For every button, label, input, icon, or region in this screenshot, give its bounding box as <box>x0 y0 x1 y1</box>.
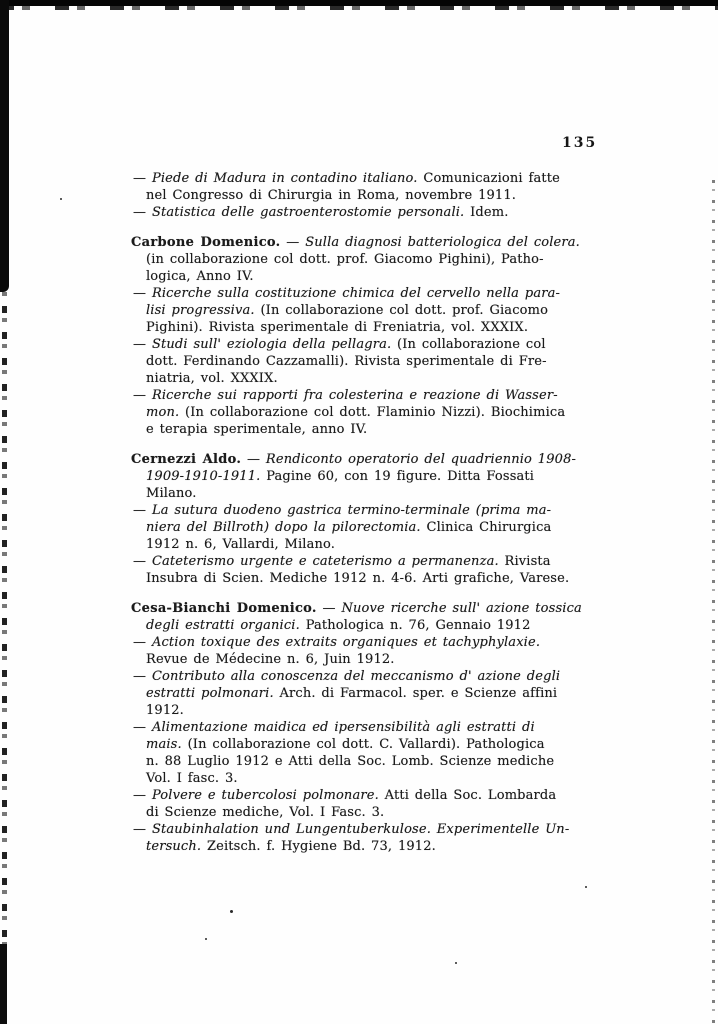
work-title-segment: mais. <box>146 737 182 752</box>
text-segment: (In collaborazione col <box>391 337 546 352</box>
text-line <box>146 651 597 668</box>
text-segment: Clinica Chirurgica <box>420 520 552 535</box>
text-line <box>146 770 597 787</box>
text-segment: — <box>133 822 152 837</box>
text-line <box>146 702 597 719</box>
author-name: Carbone Domenico. <box>131 235 281 250</box>
text-segment: (In collaborazione col dott. Flaminio Nizzi). Biochimica <box>179 405 566 420</box>
work-title-segment: lisi progressiva. <box>146 303 255 318</box>
scan-speckle <box>585 886 587 888</box>
text-line <box>146 804 597 821</box>
text-segment: 1912 n. 6, Vallardi, Milano. <box>146 537 336 552</box>
text-line <box>133 634 597 651</box>
text-line <box>146 617 597 634</box>
scan-speckle <box>205 938 207 940</box>
text-line <box>131 451 597 468</box>
text-segment: Idem. <box>464 205 509 220</box>
work-title-segment: estratti polmonari. <box>146 686 274 701</box>
text-segment: — <box>133 635 152 650</box>
entry-group-continuation-items <box>131 170 597 221</box>
work-title-segment: Statistica delle gastroenterostomie personali. <box>151 205 465 220</box>
work-title-segment: Ricerche sui rapporti fra colesterina e reazione di Wasser- <box>151 388 558 403</box>
text-line <box>146 187 597 204</box>
text-line <box>133 787 597 804</box>
text-segment: Pagine 60, con 19 figure. Ditta Fossati <box>260 469 535 484</box>
work-title-segment: Rendiconto operatorio del quadriennio 1908- <box>265 452 577 467</box>
scan-edge-left <box>0 0 9 292</box>
scan-edge-right-noise <box>712 180 715 1024</box>
work-title-segment: mon. <box>146 405 180 420</box>
scan-speckle <box>455 962 457 964</box>
text-line <box>146 404 597 421</box>
text-line <box>146 685 597 702</box>
text-line <box>133 387 597 404</box>
text-segment: (In collaborazione col dott. prof. Giacomo <box>254 303 549 318</box>
text-segment: n. 88 Luglio 1912 e Atti della Soc. Lomb. Scienze mediche <box>146 754 555 769</box>
work-title-segment: Alimentazione maidica ed ipersensibilità agli estratti di <box>151 720 535 735</box>
text-segment: e terapia sperimentale, anno IV. <box>146 422 368 437</box>
work-title-segment: La sutura duodeno gastrica termino-terminale (prima ma- <box>151 503 552 518</box>
text-segment: — <box>133 205 152 220</box>
scan-edge-left-noise <box>2 280 7 1024</box>
text-line <box>146 370 597 387</box>
text-segment: dott. Ferdinando Cazzamalli). Rivista sperimentale di Fre- <box>146 354 547 369</box>
text-segment: Rivista <box>498 554 551 569</box>
text-segment: — <box>316 601 342 616</box>
text-segment: (in collaborazione col dott. prof. Giacomo Pighini), Patho- <box>146 252 544 267</box>
text-segment: — <box>133 388 152 403</box>
work-title-segment: tersuch. <box>146 839 202 854</box>
entry-group-cernezzi-aldo <box>131 451 597 587</box>
work-title-segment: Sulla diagnosi batteriologica del colera. <box>305 235 580 250</box>
work-title-segment: Studi sull' eziologia della pellagra. <box>151 337 392 352</box>
work-title-segment: Nuove ricerche sull' azione tossica <box>341 601 582 616</box>
text-segment: Pighini). Rivista sperimentale di Freniatria, vol. XXXIX. <box>146 320 529 335</box>
text-segment: — <box>241 452 266 467</box>
text-line <box>146 302 597 319</box>
text-segment: nel Congresso di Chirurgia in Roma, novembre 1911. <box>146 188 517 203</box>
text-segment: niatria, vol. XXXIX. <box>146 371 278 386</box>
text-line <box>146 468 597 485</box>
text-line <box>146 536 597 553</box>
text-segment: — <box>133 503 152 518</box>
text-segment: Revue de Médecine n. 6, Juin 1912. <box>146 652 395 667</box>
text-line <box>133 719 597 736</box>
text-line <box>133 336 597 353</box>
text-line <box>131 234 597 251</box>
text-segment: Atti della Soc. Lombarda <box>378 788 557 803</box>
work-title-segment: Polvere e tubercolosi polmonare. <box>151 788 379 803</box>
text-block <box>131 170 597 855</box>
text-line <box>146 319 597 336</box>
text-segment: Insubra di Scien. Mediche 1912 n. 4-6. Arti grafiche, Varese. <box>146 571 570 586</box>
entry-group-cesa-bianchi-domenico <box>131 600 597 855</box>
text-line <box>146 251 597 268</box>
work-title-segment: Contributo alla conoscenza del meccanismo d' azione degli <box>151 669 561 684</box>
text-segment: di Scienze mediche, Vol. I Fasc. 3. <box>146 805 385 820</box>
work-title-segment: Piede di Madura in contadino italiano. <box>151 171 418 186</box>
work-title-segment: niera del Billroth) dopo la pilorectomia. <box>146 520 421 535</box>
text-line <box>133 204 597 221</box>
text-line <box>146 838 597 855</box>
text-line <box>146 268 597 285</box>
scan-edge-top <box>0 0 718 6</box>
text-segment: logica, Anno IV. <box>146 269 254 284</box>
text-segment: — <box>133 669 152 684</box>
text-segment: — <box>133 171 152 186</box>
text-segment: — <box>133 788 152 803</box>
text-segment: Pathologica n. 76, Gennaio 1912 <box>299 618 531 633</box>
work-title-segment: Action toxique des extraits organiques et tachyphylaxie. <box>151 635 541 650</box>
text-line <box>146 485 597 502</box>
text-segment: (In collaborazione col dott. C. Vallardi). Pathologica <box>181 737 545 752</box>
text-line <box>133 821 597 838</box>
text-line <box>133 170 597 187</box>
text-segment: — <box>133 337 152 352</box>
text-line <box>146 753 597 770</box>
scan-speckle <box>230 910 233 913</box>
text-line <box>131 600 597 617</box>
text-segment: — <box>280 235 306 250</box>
scan-edge-left-bottom <box>0 944 7 1024</box>
text-line <box>146 570 597 587</box>
page-number: 135 <box>562 135 598 151</box>
text-line <box>133 285 597 302</box>
work-title-segment: Ricerche sulla costituzione chimica del cervello nella para- <box>151 286 561 301</box>
text-line <box>133 502 597 519</box>
work-title-segment: Cateterismo urgente e cateterismo a permanenza. <box>151 554 499 569</box>
text-segment: Zeitsch. f. Hygiene Bd. 73, 1912. <box>201 839 436 854</box>
text-segment: — <box>133 554 152 569</box>
work-title-segment: Staubinhalation und Lungentuberkulose. Experimentelle Un- <box>151 822 570 837</box>
text-segment: Comunicazioni fatte <box>417 171 560 186</box>
text-line <box>146 519 597 536</box>
text-segment: — <box>133 720 152 735</box>
text-segment: 1912. <box>146 703 184 718</box>
text-line <box>133 553 597 570</box>
work-title-segment: 1909-1910-1911. <box>146 469 261 484</box>
text-line <box>146 736 597 753</box>
entry-group-carbone-domenico <box>131 234 597 438</box>
scan-speckle <box>60 198 62 200</box>
author-name: Cernezzi Aldo. <box>131 452 242 467</box>
text-segment: — <box>133 286 152 301</box>
text-line <box>146 421 597 438</box>
text-segment: Vol. I fasc. 3. <box>146 771 238 786</box>
author-name: Cesa-Bianchi Domenico. <box>131 601 317 616</box>
text-line <box>146 353 597 370</box>
text-segment: Milano. <box>146 486 197 501</box>
text-line <box>133 668 597 685</box>
text-segment: Arch. di Farmacol. sper. e Scienze affini <box>273 686 558 701</box>
work-title-segment: degli estratti organici. <box>146 618 300 633</box>
